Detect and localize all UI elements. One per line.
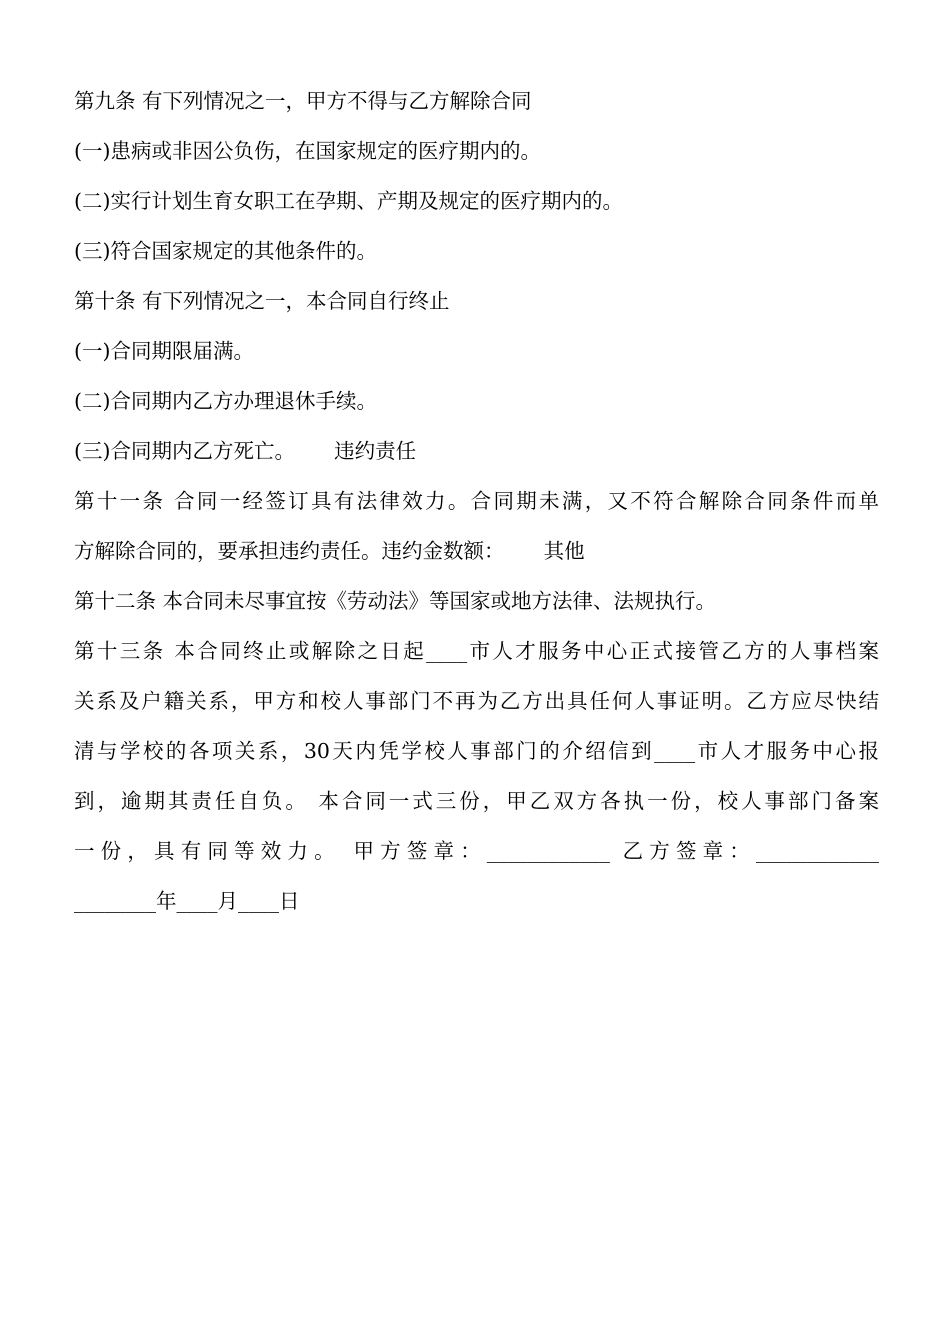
article-13-line-3: 清与学校的各项关系，30天内凭学校人事部门的介绍信到____市人才服务中心报 xyxy=(74,739,879,763)
article-13-line-4: 到，逾期其责任自负。 本合同一式三份，甲乙双方各执一份，校人事部门备案 xyxy=(74,789,879,813)
contract-body xyxy=(74,76,879,926)
article-13-line-2: 关系及户籍关系，甲方和校人事部门不再为乙方出具任何人事证明。乙方应尽快结 xyxy=(74,689,879,713)
signature-line: 一份，具有同等效力。 甲方签章：____________ 乙方签章：____________ xyxy=(74,839,879,863)
article-11-line-1: 第十一条 合同一经签订具有法律效力。合同期未满，又不符合解除合同条件而单 xyxy=(74,489,879,513)
article-10-item-3: (三)合同期内乙方死亡。 违约责任 xyxy=(74,439,417,463)
article-10-heading: 第十条 有下列情况之一，本合同自行终止 xyxy=(74,289,450,313)
article-10-item-1: (一)合同期限届满。 xyxy=(74,339,254,363)
article-13-line-1: 第十三条 本合同终止或解除之日起____市人才服务中心正式接管乙方的人事档案 xyxy=(74,639,879,663)
article-11-line-2: 方解除合同的，要承担违约责任。违约金数额： 其他 xyxy=(74,539,585,563)
article-9-heading: 第九条 有下列情况之一，甲方不得与乙方解除合同 xyxy=(74,89,532,113)
article-12: 第十二条 本合同未尽事宜按《劳动法》等国家或地方法律、法规执行。 xyxy=(74,589,717,613)
article-9-item-1: (一)患病或非因公负伤，在国家规定的医疗期内的。 xyxy=(74,139,541,163)
article-9-item-3: (三)符合国家规定的其他条件的。 xyxy=(74,239,377,263)
article-9-item-2: (二)实行计划生育女职工在孕期、产期及规定的医疗期内的。 xyxy=(74,189,623,213)
article-10-item-2: (二)合同期内乙方办理退休手续。 xyxy=(74,389,377,413)
date-line: ________年____月____日 xyxy=(74,889,300,913)
